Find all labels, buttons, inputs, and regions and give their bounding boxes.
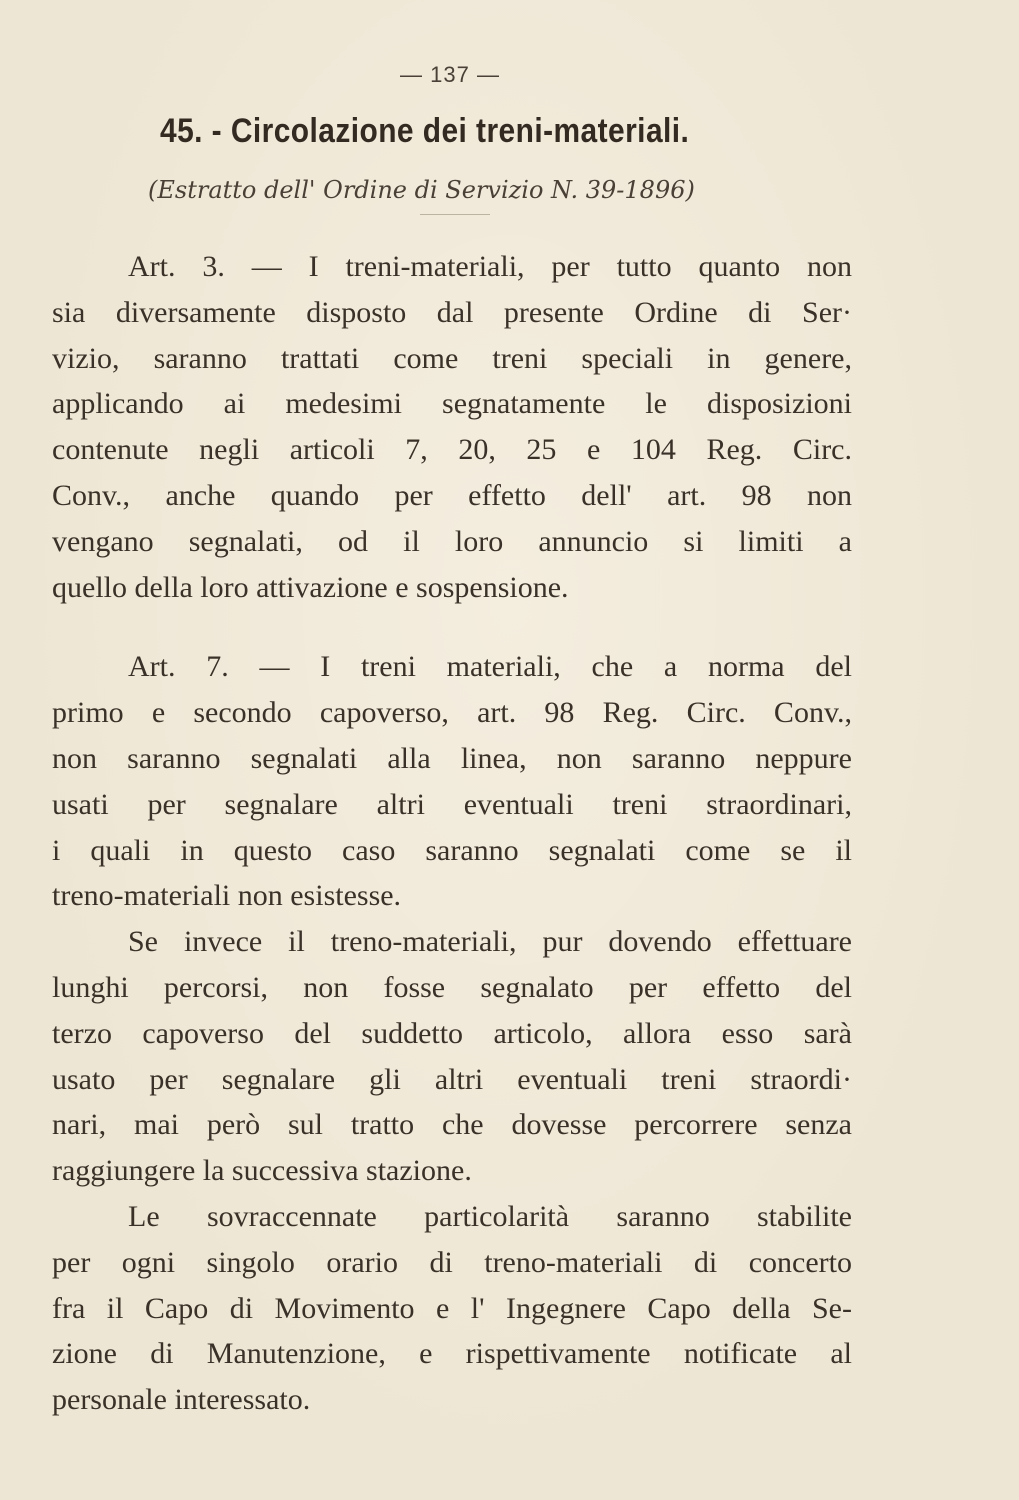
title-divider: [420, 214, 490, 215]
text-line: contenute negli articoli 7, 20, 25 e 104 Reg. Circ.: [52, 433, 852, 467]
text-line: Art. 3. — I treni-materiali, per tutto quanto non: [128, 250, 852, 283]
text-line: Se invece il treno-materiali, pur dovendo effettuare: [128, 925, 852, 959]
text-line: personale interessato.: [52, 1383, 311, 1417]
text-line: vengano segnalati, od il loro annuncio si limiti a: [52, 524, 852, 558]
body-text: [52, 244, 852, 1423]
text-line: vizio, saranno trattati come treni speciali in genere,: [52, 341, 852, 375]
page-number: — 137 —: [400, 62, 500, 87]
text-line: Art. 7. — I treni materiali, che a norma del: [128, 650, 852, 684]
text-line: fra il Capo di Movimento e l' Ingegnere Capo della Se-: [52, 1291, 852, 1325]
text-line: treno-materiali non esistesse.: [52, 879, 402, 913]
text-line: per ogni singolo orario di treno-materiali di concerto: [52, 1245, 852, 1279]
section-subtitle: (Estratto dell' Ordine di Servizio N. 39-1896): [148, 176, 695, 204]
text-line: i quali in questo caso saranno segnalati come se il: [52, 833, 852, 867]
text-line: usato per segnalare gli altri eventuali treni straordi·: [52, 1062, 852, 1096]
section-title: 45. - Circolazione dei treni-materiali.: [160, 112, 690, 150]
text-line: zione di Manutenzione, e rispettivamente notificate al: [52, 1337, 852, 1371]
text-line: raggiungere la successiva stazione.: [52, 1154, 472, 1188]
paragraph-gap: [52, 610, 852, 644]
text-line: applicando ai medesimi segnatamente le disposizioni: [52, 387, 852, 421]
text-line: terzo capoverso del suddetto articolo, allora esso sarà: [52, 1016, 852, 1050]
text-line: non saranno segnalati alla linea, non saranno neppure: [52, 741, 852, 775]
text-line: quello della loro attivazione e sospensione.: [52, 570, 569, 604]
text-line: Le sovraccennate particolarità saranno stabilite: [128, 1199, 852, 1233]
text-line: usati per segnalare altri eventuali treni straordinari,: [52, 787, 852, 821]
text-line: Conv., anche quando per effetto dell' art. 98 non: [52, 478, 852, 512]
text-line: nari, mai però sul tratto che dovesse percorrere senza: [52, 1108, 852, 1142]
text-line: sia diversamente disposto dal presente Ordine di Ser·: [52, 295, 852, 329]
text-line: lunghi percorsi, non fosse segnalato per effetto del: [52, 970, 852, 1004]
text-line: primo e secondo capoverso, art. 98 Reg. Circ. Conv.,: [52, 696, 852, 730]
